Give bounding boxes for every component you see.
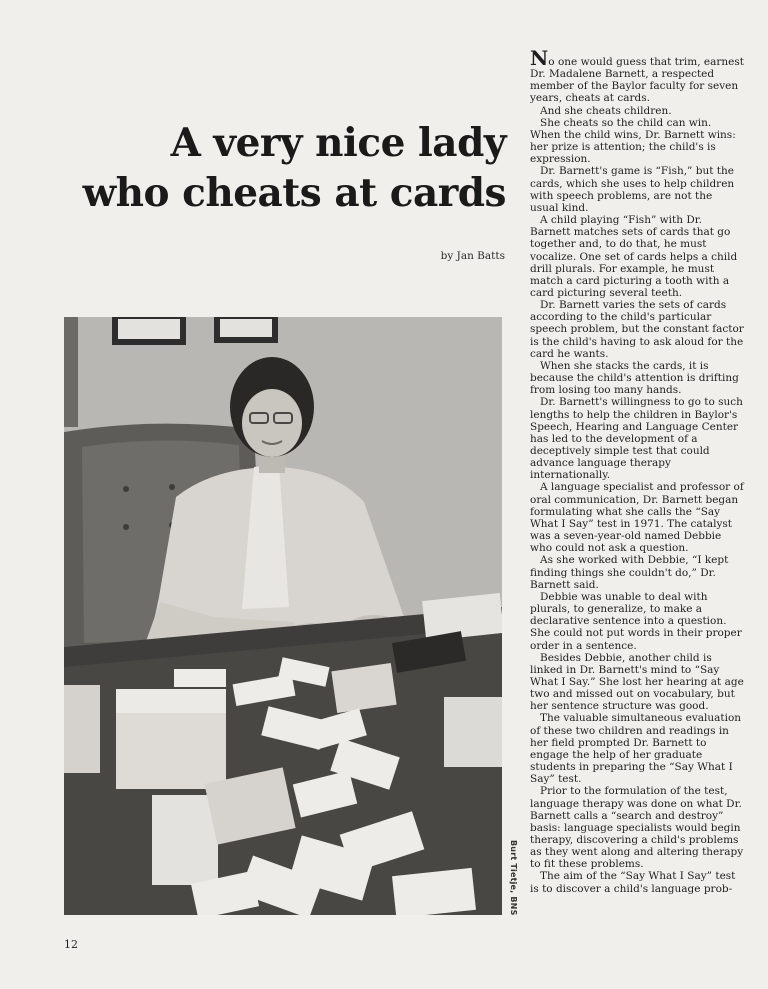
paragraph: And she cheats children. — [540, 104, 672, 117]
paragraph: Debbie was unable to deal with plurals, to generalize, to make a declarative sentence into a question. She could not put words in their proper order in a sentence. — [530, 590, 742, 652]
drop-cap: N — [530, 46, 549, 70]
article-photo — [64, 317, 502, 915]
paragraph: Prior to the formulation of the test, language therapy was done on what Dr. Barnett calls a “search and destroy” basis: language specialists would begin therapy, discovering a child's problems as they went along and altering therapy to fit these problems. — [530, 785, 744, 871]
paragraph-text: o one would guess that trim, earnest Dr. Madalene Barnett, a respected member of the Baylor faculty for seven years, cheats at cards. — [530, 56, 744, 105]
paragraph: Dr. Barnett varies the sets of cards according to the child's particular speech problem, but the constant factor is the child's having to ask aloud for the card he wants. — [530, 299, 744, 360]
article-body — [530, 46, 744, 895]
paragraph: Dr. Barnett's game is “Fish,” but the cards, which she uses to help children with speech problems, are not the usual kind. — [530, 165, 735, 214]
paragraph: The valuable simultaneous evaluation of these two children and readings in her field prompted Dr. Barnett to engage the help of her graduate students in preparing the “Say What I Say” test. — [530, 712, 742, 786]
paragraph: A language specialist and professor of oral communication, Dr. Barnett began formulating what she calls the “Say What I Say” test in 1971. The catalyst was a seven-year-old named Debbie who could not ask a question. — [530, 481, 744, 555]
headline-line-1: A very nice lady — [170, 120, 506, 166]
paragraph: The aim of the “Say What I Say” test is to discover a child's language prob- — [530, 870, 736, 895]
byline: by Jan Batts — [440, 250, 505, 262]
photo-credit — [504, 840, 518, 920]
paragraph: As she worked with Debbie, “I kept finding things she couldn't do,” Dr. Barnett said. — [530, 554, 729, 591]
headline — [60, 118, 506, 218]
paragraph: She cheats so the child can win. When the child wins, Dr. Barnett wins: her prize is attention; the child's is expression. — [530, 116, 736, 166]
paragraph: Besides Debbie, another child is linked in Dr. Barnett's mind to “Say What I Say.” She lost her hearing at age two and missed out on vocabulary, but her sentence structure was good. — [530, 651, 744, 713]
paragraph: A child playing “Fish” with Dr. Barnett matches sets of cards that go together and, to do that, he must vocalize. One set of cards helps a child drill plurals. For example, he must match a card picturing a tooth with a card picturing several teeth. — [530, 214, 738, 299]
photo-credit-text: Burt Tietje, BNS — [509, 840, 518, 916]
headline-line-2: who cheats at cards — [82, 170, 506, 216]
page-number: 12 — [64, 938, 78, 951]
paragraph — [530, 46, 744, 105]
paragraph: Dr. Barnett's willingness to go to such lengths to help the children in Baylor's Speech, Hearing and Language Center has led to the development of a deceptively simple test that could advance language therapy internationally. — [530, 396, 743, 482]
paragraph: When she stacks the cards, it is because the child's attention is drifting from losing too many hands. — [530, 359, 739, 397]
